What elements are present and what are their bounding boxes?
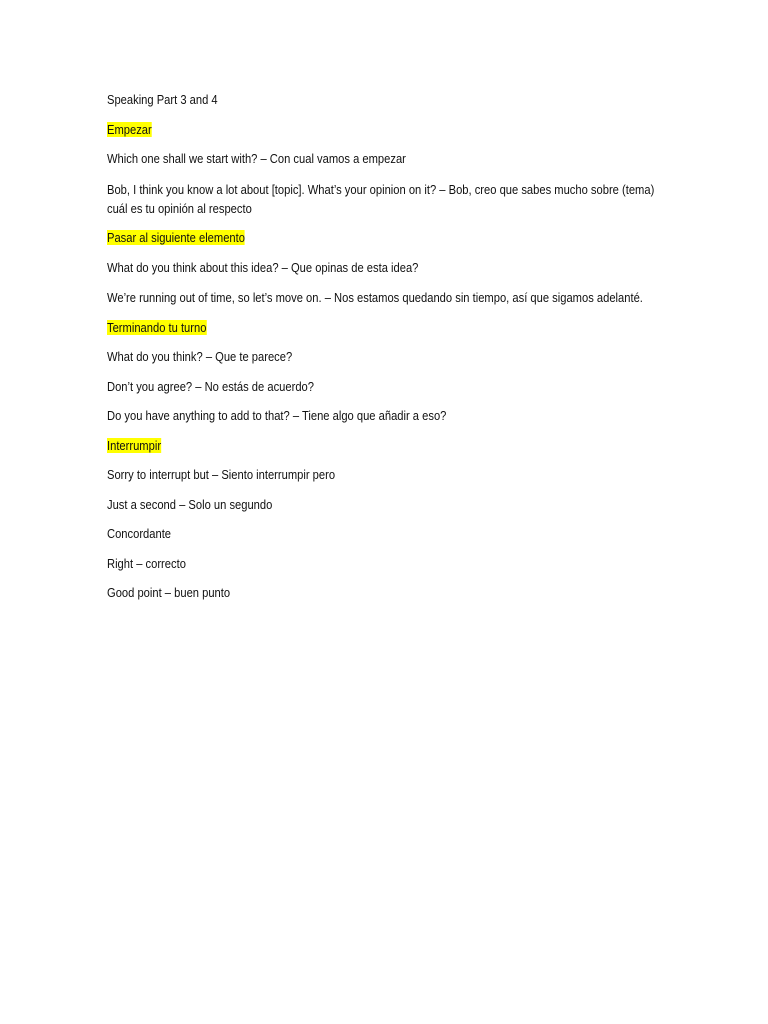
phrase-line: We’re running out of time, so let’s move on. – Nos estamos quedando sin tiempo, así que sigamos adelanté. <box>107 290 643 305</box>
highlighted-heading: Interrumpir <box>107 437 162 453</box>
highlighted-heading: Empezar <box>107 121 152 137</box>
section-heading-terminando <box>107 319 667 337</box>
section-heading-pasar <box>107 229 667 247</box>
phrase-line: Which one shall we start with? – Con cual vamos a empezar <box>107 151 406 166</box>
phrase-line: Good point – buen punto <box>107 585 231 600</box>
phrase-line: Right – correcto <box>107 555 186 571</box>
section-heading-empezar <box>107 121 667 139</box>
phrase-line: What do you think about this idea? – Que opinas de esta idea? <box>107 259 419 275</box>
document-body <box>107 91 655 614</box>
phrase-line: Don’t you agree? – No estás de acuerdo? <box>107 378 314 394</box>
document-title: Speaking Part 3 and 4 <box>107 92 218 107</box>
phrase-line: Sorry to interrupt but – Siento interrumpir pero <box>107 467 336 482</box>
phrase-line: Just a second – Solo un segundo <box>107 496 273 512</box>
section-heading-interrumpir <box>107 437 667 455</box>
phrase-line: Do you have anything to add to that? – Tiene algo que añadir a eso? <box>107 408 447 423</box>
highlighted-heading: Pasar al siguiente elemento <box>107 230 245 245</box>
phrase-line: What do you think? – Que te parece? <box>107 349 293 364</box>
highlighted-heading: Terminando tu turno <box>107 319 207 335</box>
phrase-line: Concordante <box>107 526 172 541</box>
phrase-line: Bob, I think you know a lot about [topic]. What’s your opinion on it? – Bob, creo que sabes mucho sobre (tema) cuál es tu opinión al respecto <box>107 181 655 216</box>
